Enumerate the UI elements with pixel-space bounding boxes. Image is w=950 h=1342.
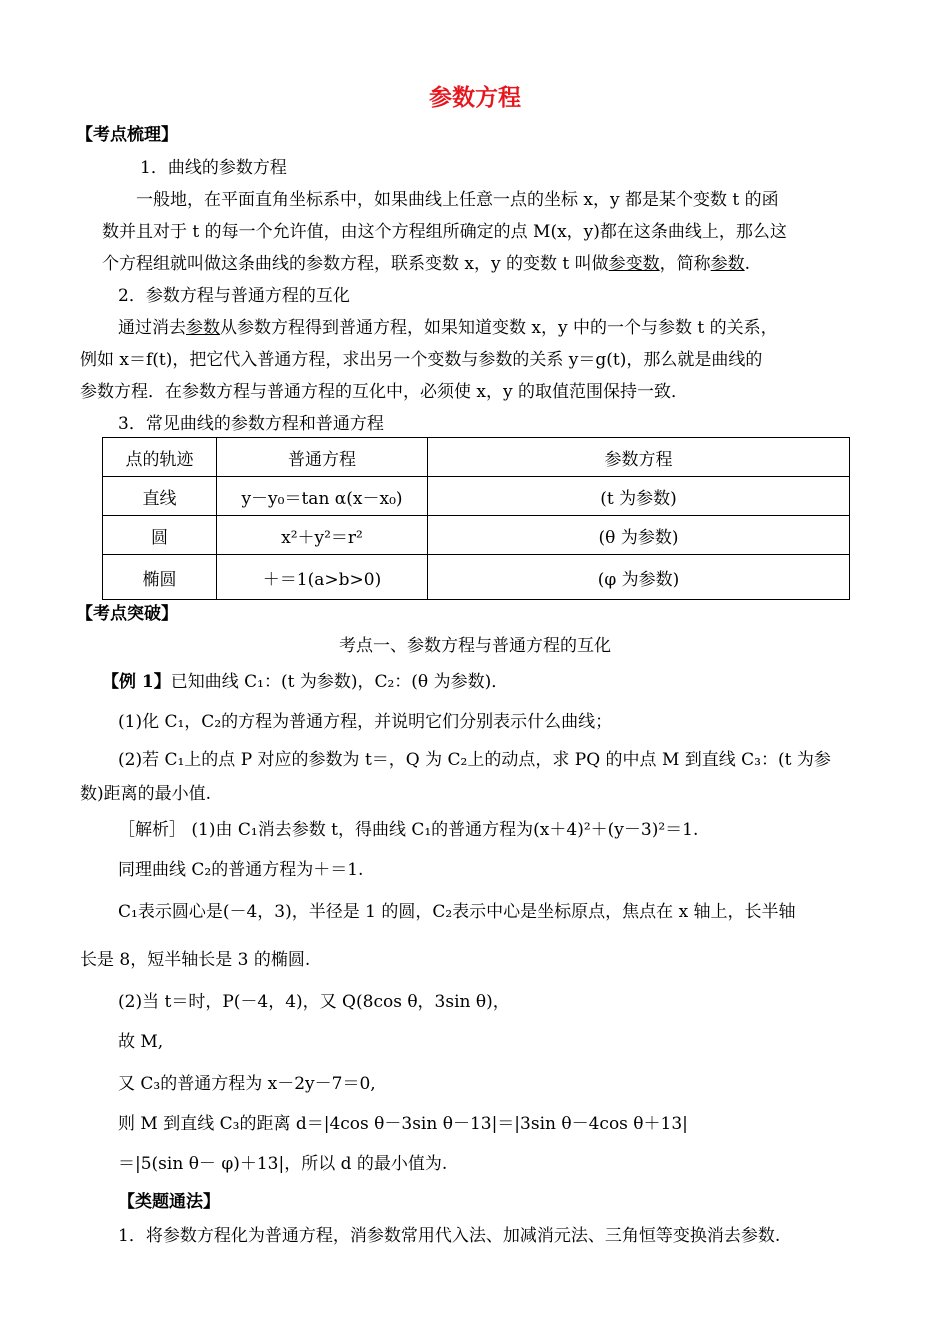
paragraph-1-line-3-text: 个方程组就叫做这条曲线的参数方程，联系变数 x，y 的变数 t 叫做 bbox=[102, 254, 609, 274]
paragraph-2-start: 通过消去 bbox=[118, 318, 186, 338]
topic-heading-1: 考点一、参数方程与普通方程的互化 bbox=[339, 636, 611, 656]
paragraph-2-rest: 从参数方程得到普通方程，如果知道变数 x，y 中的一个与参数 t 的关系， bbox=[220, 318, 778, 338]
subheading-3: 3．常见曲线的参数方程和普通方程 bbox=[118, 414, 384, 434]
example-1 bbox=[102, 670, 508, 694]
paragraph-1-line-1: 一般地，在平面直角坐标系中，如果曲线上任意一点的坐标 x，y 都是某个变数 t 的函 bbox=[136, 190, 779, 210]
paragraph-2-line-3: 参数方程．在参数方程与普通方程的互化中，必须使 x，y 的取值范围保持一致． bbox=[80, 382, 688, 402]
table-cell: 直线 bbox=[103, 477, 217, 516]
paragraph-1-line-3 bbox=[102, 252, 750, 276]
term-canbianshu: 参变数 bbox=[608, 254, 660, 274]
question-2-line-2: 数)距离的最小值. bbox=[80, 784, 212, 804]
paragraph-2-line-1 bbox=[118, 316, 778, 340]
paragraph-1-line-2: 数并且对于 t 的每一个允许值，由这个方程组所确定的点 M(x，y)都在这条曲线上，那么这 bbox=[102, 222, 787, 242]
paragraph-1-end: . bbox=[744, 254, 751, 274]
term-canshu-2: 参数 bbox=[186, 318, 220, 338]
table-cell: 圆 bbox=[103, 516, 217, 555]
paragraph-1-mid: ，简称 bbox=[659, 254, 711, 274]
example-text: 已知曲线 C₁：(t 为参数)，C₂：(θ 为参数)． bbox=[170, 672, 509, 692]
table-cell: (φ 为参数) bbox=[428, 555, 850, 600]
table-cell: (t 为参数) bbox=[428, 477, 850, 516]
solution-line-3: C₁表示圆心是(－4，3)，半径是 1 的圆，C₂表示中心是坐标原点，焦点在 x 轴上，长半轴 bbox=[118, 902, 796, 922]
table-row bbox=[103, 555, 850, 600]
solution-line-6: 故 M, bbox=[118, 1032, 164, 1052]
table-header-cell: 普通方程 bbox=[217, 438, 428, 477]
table-row bbox=[103, 516, 850, 555]
question-1: (1)化 C₁，C₂的方程为普通方程，并说明它们分别表示什么曲线； bbox=[118, 712, 613, 732]
subheading-2: 2．参数方程与普通方程的互化 bbox=[118, 286, 350, 306]
paragraph-2-line-2: 例如 x＝f(t)，把它代入普通方程，求出另一个变数与参数的关系 y＝g(t)，那么就是曲线的 bbox=[80, 350, 763, 370]
question-2-line-1: (2)若 C₁上的点 P 对应的参数为 t＝，Q 为 C₂上的动点，求 PQ 的中点 M 到直线 C₃：(t 为参 bbox=[118, 750, 831, 770]
table-cell: 椭圆 bbox=[103, 555, 217, 600]
subheading-1: 1．曲线的参数方程 bbox=[140, 158, 287, 178]
table-header-cell: 点的轨迹 bbox=[103, 438, 217, 477]
table-cell: ＋＝1(a>b>0) bbox=[217, 555, 428, 600]
solution-line-7: 又 C₃的普通方程为 x－2y－7＝0, bbox=[118, 1074, 376, 1094]
solution-line-1: ［解析］ (1)由 C₁消去参数 t，得曲线 C₁的普通方程为(x＋4)²＋(y－3)²＝1. bbox=[118, 820, 699, 840]
page-title: 参数方程 bbox=[429, 84, 521, 111]
solution-line-4: 长是 8，短半轴长是 3 的椭圆. bbox=[80, 950, 311, 970]
solution-line-5: (2)当 t＝时，P(－4，4)，又 Q(8cos θ，3sin θ)， bbox=[118, 992, 510, 1012]
table-cell: (θ 为参数) bbox=[428, 516, 850, 555]
table-cell: y－y₀＝tan α(x－x₀) bbox=[217, 477, 428, 516]
table-header-row bbox=[103, 438, 850, 477]
solution-line-2: 同理曲线 C₂的普通方程为＋＝1. bbox=[118, 860, 364, 880]
table-cell: x²＋y²＝r² bbox=[217, 516, 428, 555]
section-heading-leiti-tongfa: 【类题通法】 bbox=[118, 1192, 220, 1212]
table-row bbox=[103, 477, 850, 516]
solution-line-9: ＝|5(sin θ－ φ)＋13|，所以 d 的最小值为. bbox=[118, 1154, 448, 1174]
solution-line-8: 则 M 到直线 C₃的距离 d＝|4cos θ－3sin θ－13|＝|3sin θ－4cos θ＋13| bbox=[118, 1114, 688, 1134]
curve-equation-table bbox=[102, 437, 850, 600]
table-header-cell: 参数方程 bbox=[428, 438, 850, 477]
example-label: 【例 1】 bbox=[102, 672, 171, 692]
method-tip-1: 1．将参数方程化为普通方程，消参数常用代入法、加减消元法、三角恒等变换消去参数. bbox=[118, 1226, 781, 1246]
section-heading-kaodian-shuli: 【考点梳理】 bbox=[76, 125, 178, 145]
section-heading-kaodian-tupo: 【考点突破】 bbox=[76, 604, 178, 624]
term-canshu: 参数 bbox=[710, 254, 745, 274]
